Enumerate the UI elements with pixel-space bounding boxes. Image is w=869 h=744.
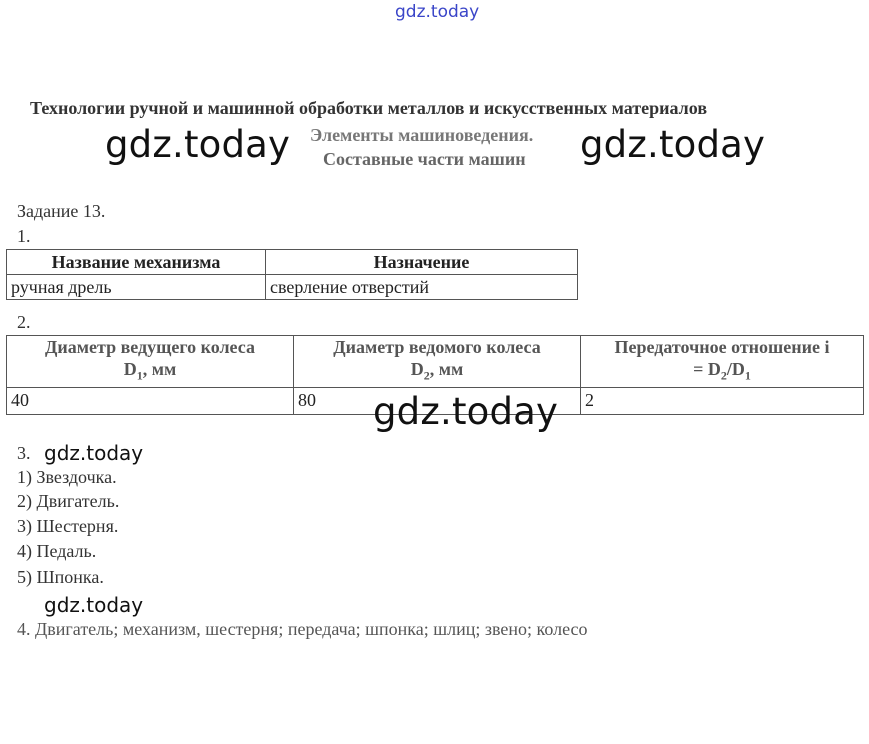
task-label: Задание 13. [17,201,106,221]
part3-number: 3. [17,443,31,463]
table-cell: 80 [294,387,581,414]
list-item: 5) Шпонка. [17,567,104,587]
header-unit: , мм [142,359,177,379]
table-cell: 40 [7,387,294,414]
page-title: Технологии ручной и машинной обработки металлов и искусственных материалов [30,98,708,118]
header-symbol: D [410,359,424,379]
page-subtitle-1: Элементы машиноведения. [310,125,534,145]
header-subscript: 1 [744,368,751,383]
table-header-row [7,336,864,388]
watermark-large-right: gdz.today [580,123,766,166]
header-formula: = D [693,359,721,379]
table-cell: 2 [581,387,864,414]
table-cell: ручная дрель [7,275,266,300]
watermark-large-center: gdz.today [373,390,559,433]
column-header [7,336,294,388]
header-text: Диаметр ведущего колеса [45,337,255,357]
part2-number: 2. [17,312,31,332]
page-subtitle-2: Составные части машин [323,149,526,169]
header-text: Передаточное отношение i [614,337,830,357]
header-text: Диаметр ведомого колеса [333,337,541,357]
watermark-small-2: gdz.today [44,593,144,617]
column-header [294,336,581,388]
table-row [7,275,578,300]
list-item: 1) Звездочка. [17,467,117,487]
part4-text: 4. Двигатель; механизм, шестерня; передача; шпонка; шлиц; звено; колесо [17,619,588,639]
column-header: Название механизма [7,250,266,275]
table-cell: сверление отверстий [266,275,578,300]
header-formula-tail: /D [726,359,745,379]
watermark-large-left: gdz.today [105,123,291,166]
header-subscript: 2 [423,368,430,383]
list-item: 3) Шестерня. [17,516,119,536]
column-header: Назначение [266,250,578,275]
table-header-row [7,250,578,275]
mechanism-table [6,249,578,300]
column-header [581,336,864,388]
header-symbol: D [123,359,137,379]
header-subscript: 2 [720,368,727,383]
watermark-top: gdz.today [395,2,480,22]
list-item: 4) Педаль. [17,541,97,561]
watermark-small-1: gdz.today [44,441,144,465]
header-unit: , мм [429,359,464,379]
list-item: 2) Двигатель. [17,491,120,511]
header-subscript: 1 [136,368,143,383]
part1-number: 1. [17,226,31,246]
